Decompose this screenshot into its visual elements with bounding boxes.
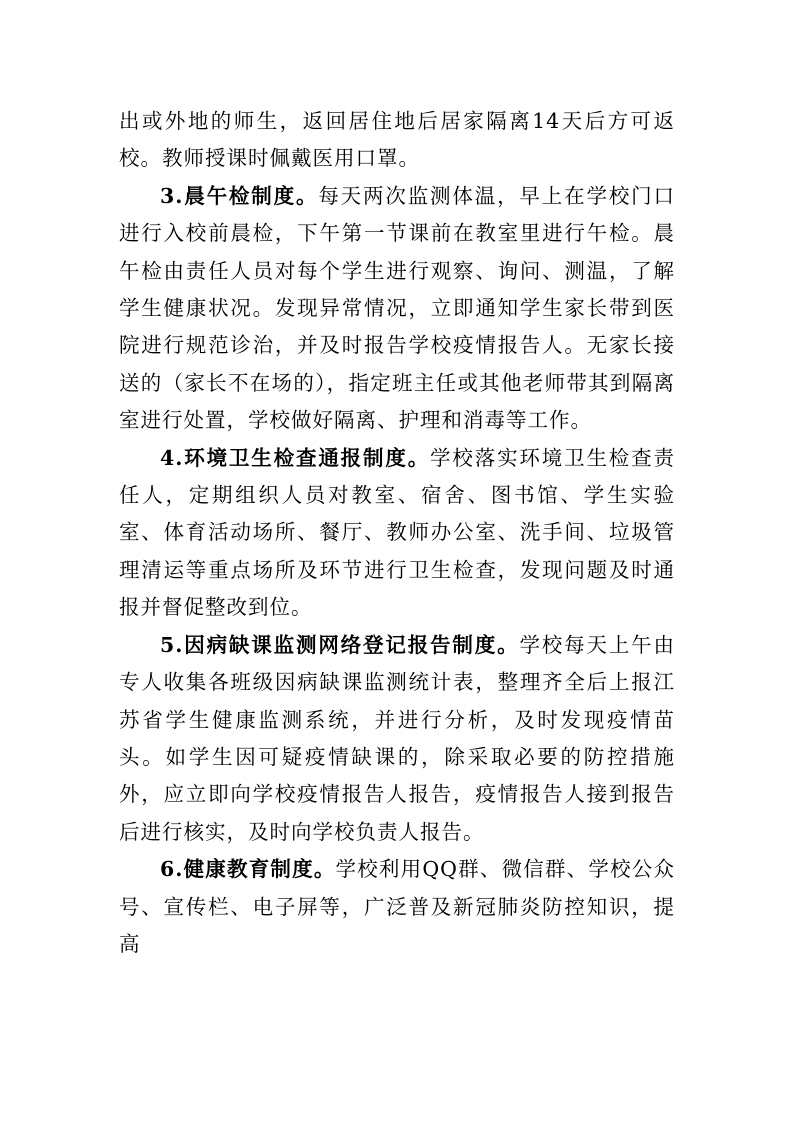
paragraph-absence-monitoring bbox=[119, 627, 675, 851]
paragraph-text: 学校落实环境卫生检查责任人，定期组织人员对教室、宿舍、图书馆、学生实验室、体育活动场所、餐厅、教师办公室、洗手间、垃圾管理清运等重点场所及环节进行卫生检查，发现问题及时通报并督促整改到位。 bbox=[119, 445, 675, 620]
paragraph-text: 学校利用QQ群、微信群、学校公众号、宣传栏、电子屏等，广泛普及新冠肺炎防控知识，提高 bbox=[119, 857, 675, 956]
paragraph-heading: 6.健康教育制度。 bbox=[160, 857, 336, 882]
paragraph-text: 学校每天上午由专人收集各班级因病缺课监测统计表，整理齐全后上报江苏省学生健康监测系统，并进行分析，及时发现疫情苗头。如学生因可疑疫情缺课的，除采取必要的防控措施外，应立即向学校疫情报告人报告，疫情报告人接到报告后进行核实，及时向学校负责人报告。 bbox=[119, 632, 676, 844]
paragraph-heading: 3.晨午检制度。 bbox=[160, 183, 319, 208]
paragraph-environment-hygiene bbox=[119, 440, 675, 627]
paragraph-morning-noon-check bbox=[119, 178, 675, 440]
paragraph-text: 出或外地的师生，返回居住地后居家隔离14天后方可返校。教师授课时佩戴医用口罩。 bbox=[119, 109, 675, 171]
document-body bbox=[119, 103, 675, 963]
paragraph-heading: 5.因病缺课监测网络登记报告制度。 bbox=[160, 632, 520, 657]
paragraph-continued bbox=[119, 103, 675, 178]
paragraph-heading: 4.环境卫生检查通报制度。 bbox=[160, 445, 431, 470]
paragraph-health-education bbox=[119, 851, 675, 963]
paragraph-text: 每天两次监测体温，早上在学校门口进行入校前晨检，下午第一节课前在教室里进行午检。晨午检由责任人员对每个学生进行观察、询问、测温，了解学生健康状况。发现异常情况，立即通知学生家长带到医院进行规范诊治，并及时报告学校疫情报告人。无家长接送的（家长不在场的），指定班主任或其他老师带其到隔离室进行处置，学校做好隔离、护理和消毒等工作。 bbox=[119, 183, 676, 433]
